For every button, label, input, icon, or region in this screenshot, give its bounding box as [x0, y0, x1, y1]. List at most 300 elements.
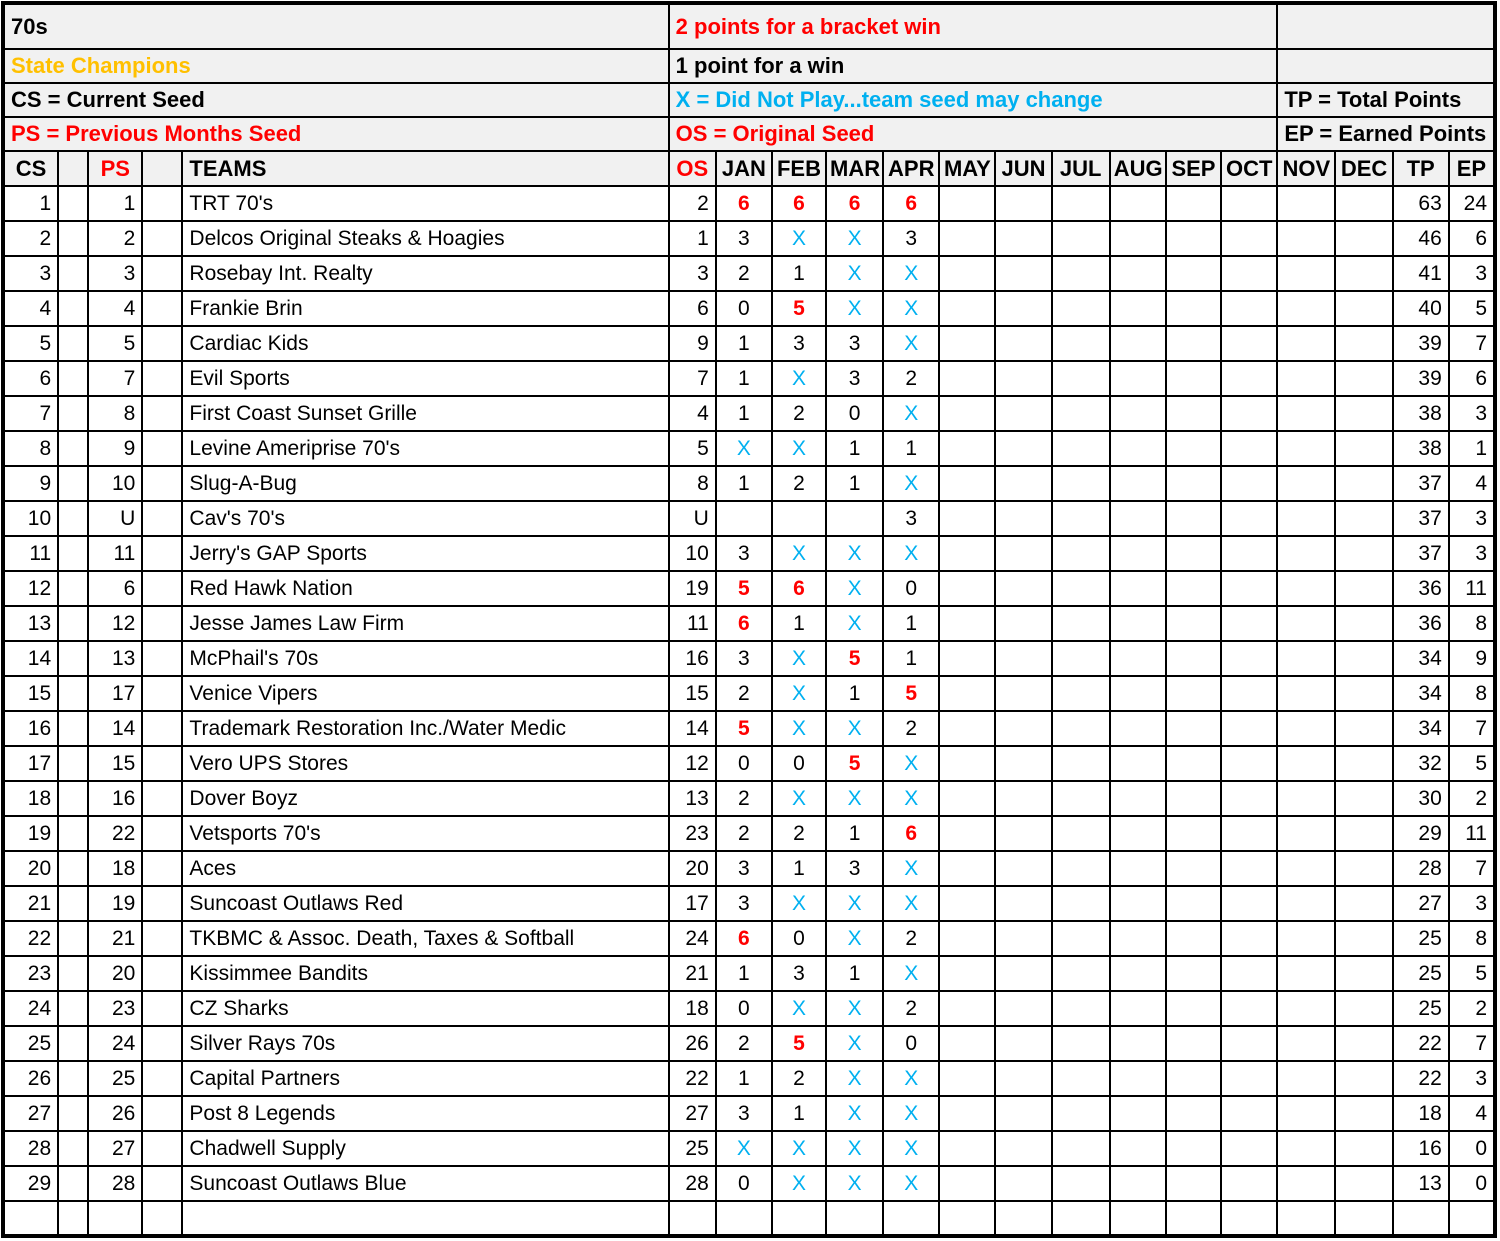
- cell-month-oct: [1221, 1026, 1277, 1061]
- cell-month-dec: [1335, 571, 1392, 606]
- cell-ep: 6: [1449, 221, 1495, 256]
- cell-month-may: [939, 466, 995, 501]
- cell-month-feb: [772, 501, 826, 536]
- cell-month-mar: X: [826, 571, 883, 606]
- header-row-4: [3, 117, 1495, 151]
- cell-month-dec: [1335, 256, 1392, 291]
- cell-month-sep: [1166, 641, 1221, 676]
- cell-tp: 41: [1393, 256, 1449, 291]
- legend-bracket-win: 2 points for a bracket win: [669, 3, 1278, 49]
- cell-month-apr: X: [883, 291, 939, 326]
- cell-ps: 1: [88, 186, 142, 221]
- cell-month-oct: [1221, 221, 1277, 256]
- cell-month-may: [939, 326, 995, 361]
- cell-month-apr: [883, 1201, 939, 1236]
- cell-month-may: [939, 1061, 995, 1096]
- cell-month-mar: 1: [826, 816, 883, 851]
- cell-tp: 39: [1393, 326, 1449, 361]
- cell-month-sep: [1166, 851, 1221, 886]
- cell-team: Silver Rays 70s: [182, 1026, 668, 1061]
- cell-month-mar: X: [826, 921, 883, 956]
- cell-month-sep: [1166, 1166, 1221, 1201]
- cell-tp: 37: [1393, 501, 1449, 536]
- cell-month-nov: [1277, 466, 1335, 501]
- cell-ep: 7: [1449, 711, 1495, 746]
- cell-month-nov: [1277, 816, 1335, 851]
- cell-month-nov: [1277, 886, 1335, 921]
- cell-month-jul: [1052, 501, 1110, 536]
- cell-month-jun: [995, 466, 1051, 501]
- cell-month-aug: [1110, 956, 1166, 991]
- standings-row: [3, 396, 1495, 431]
- cell-month-jun: [995, 1201, 1051, 1236]
- cell-month-jul: [1052, 256, 1110, 291]
- cell-team: Frankie Brin: [182, 291, 668, 326]
- cell-month-feb: X: [772, 536, 826, 571]
- col-header-mar: MAR: [826, 151, 883, 186]
- cell-month-apr: X: [883, 326, 939, 361]
- cell-month-apr: X: [883, 886, 939, 921]
- cell-month-sep: [1166, 501, 1221, 536]
- cell-gap: [58, 816, 88, 851]
- cell-os: 12: [669, 746, 716, 781]
- cell-month-dec: [1335, 676, 1392, 711]
- cell-month-oct: [1221, 781, 1277, 816]
- cell-month-mar: 1: [826, 956, 883, 991]
- cell-month-nov: [1277, 956, 1335, 991]
- cell-month-oct: [1221, 851, 1277, 886]
- cell-month-apr: X: [883, 536, 939, 571]
- standings-row: [3, 361, 1495, 396]
- cell-month-may: [939, 606, 995, 641]
- cell-month-aug: [1110, 746, 1166, 781]
- cell-os: 15: [669, 676, 716, 711]
- cell-month-jan: 1: [716, 466, 772, 501]
- cell-ps: 3: [88, 256, 142, 291]
- cell-gap: [58, 851, 88, 886]
- cell-month-jun: [995, 1061, 1051, 1096]
- cell-ep: 3: [1449, 536, 1495, 571]
- cell-ps: 26: [88, 1096, 142, 1131]
- col-header-sep: SEP: [1166, 151, 1221, 186]
- cell-month-sep: [1166, 291, 1221, 326]
- cell-cs: 24: [3, 991, 58, 1026]
- cell-month-dec: [1335, 326, 1392, 361]
- standings-row: [3, 1166, 1495, 1201]
- standings-row: [3, 501, 1495, 536]
- standings-row: [3, 606, 1495, 641]
- cell-month-mar: X: [826, 1061, 883, 1096]
- cell-month-feb: 1: [772, 851, 826, 886]
- cell-month-may: [939, 361, 995, 396]
- standings-row: [3, 1061, 1495, 1096]
- cell-month-feb: 6: [772, 571, 826, 606]
- cell-month-jan: 1: [716, 956, 772, 991]
- cell-month-apr: X: [883, 1061, 939, 1096]
- cell-month-may: [939, 921, 995, 956]
- cell-team: Cav's 70's: [182, 501, 668, 536]
- col-header-jun: JUN: [995, 151, 1051, 186]
- cell-month-dec: [1335, 816, 1392, 851]
- cell-tp: 46: [1393, 221, 1449, 256]
- cell-month-oct: [1221, 1201, 1277, 1236]
- cell-gap: [58, 291, 88, 326]
- cell-cs: 4: [3, 291, 58, 326]
- cell-month-sep: [1166, 1026, 1221, 1061]
- cell-month-may: [939, 186, 995, 221]
- cell-os: 9: [669, 326, 716, 361]
- cell-ep: 5: [1449, 291, 1495, 326]
- cell-month-oct: [1221, 361, 1277, 396]
- cell-gap: [142, 291, 182, 326]
- cell-tp: 32: [1393, 746, 1449, 781]
- cell-os: 10: [669, 536, 716, 571]
- cell-month-nov: [1277, 851, 1335, 886]
- cell-month-jan: 6: [716, 606, 772, 641]
- cell-ps: 18: [88, 851, 142, 886]
- cell-cs: 27: [3, 1096, 58, 1131]
- cell-month-jan: 3: [716, 536, 772, 571]
- cell-month-jan: 1: [716, 396, 772, 431]
- cell-os: 22: [669, 1061, 716, 1096]
- cell-cs: 1: [3, 186, 58, 221]
- cell-month-jul: [1052, 326, 1110, 361]
- cell-ep: 4: [1449, 1096, 1495, 1131]
- cell-month-nov: [1277, 361, 1335, 396]
- cell-month-aug: [1110, 431, 1166, 466]
- cell-gap: [142, 361, 182, 396]
- cell-tp: 34: [1393, 711, 1449, 746]
- cell-month-jun: [995, 746, 1051, 781]
- cell-ep: 3: [1449, 1061, 1495, 1096]
- cell-month-jul: [1052, 1131, 1110, 1166]
- cell-month-may: [939, 256, 995, 291]
- col-header-tp: TP: [1393, 151, 1449, 186]
- cell-ps: 20: [88, 956, 142, 991]
- cell-team: Red Hawk Nation: [182, 571, 668, 606]
- cell-ep: 7: [1449, 851, 1495, 886]
- cell-month-nov: [1277, 536, 1335, 571]
- cell-month-jan: 3: [716, 1096, 772, 1131]
- cell-ep: [1449, 1201, 1495, 1236]
- cell-month-nov: [1277, 501, 1335, 536]
- cell-month-dec: [1335, 186, 1392, 221]
- cell-month-nov: [1277, 711, 1335, 746]
- cell-os: 27: [669, 1096, 716, 1131]
- cell-month-nov: [1277, 1096, 1335, 1131]
- cell-month-sep: [1166, 431, 1221, 466]
- cell-month-apr: X: [883, 781, 939, 816]
- cell-os: 11: [669, 606, 716, 641]
- cell-month-feb: X: [772, 361, 826, 396]
- cell-month-jul: [1052, 291, 1110, 326]
- cell-ep: 3: [1449, 501, 1495, 536]
- cell-month-oct: [1221, 396, 1277, 431]
- cell-gap: [58, 221, 88, 256]
- cell-gap: [58, 991, 88, 1026]
- cell-team: Suncoast Outlaws Blue: [182, 1166, 668, 1201]
- cell-os: 17: [669, 886, 716, 921]
- cell-month-nov: [1277, 746, 1335, 781]
- cell-month-mar: 3: [826, 326, 883, 361]
- cell-month-dec: [1335, 431, 1392, 466]
- cell-month-feb: X: [772, 991, 826, 1026]
- cell-month-jun: [995, 851, 1051, 886]
- cell-month-mar: X: [826, 291, 883, 326]
- cell-month-may: [939, 956, 995, 991]
- cell-month-jul: [1052, 571, 1110, 606]
- cell-ps: 23: [88, 991, 142, 1026]
- cell-team: Kissimmee Bandits: [182, 956, 668, 991]
- cell-month-mar: 6: [826, 186, 883, 221]
- cell-team: Venice Vipers: [182, 676, 668, 711]
- cell-cs: 15: [3, 676, 58, 711]
- cell-month-apr: 1: [883, 606, 939, 641]
- cell-month-aug: [1110, 816, 1166, 851]
- cell-month-oct: [1221, 676, 1277, 711]
- cell-month-jun: [995, 361, 1051, 396]
- cell-month-jul: [1052, 1201, 1110, 1236]
- cell-month-feb: 3: [772, 956, 826, 991]
- cell-gap: [142, 1026, 182, 1061]
- cell-ps: 15: [88, 746, 142, 781]
- cell-ep: 11: [1449, 816, 1495, 851]
- cell-gap: [58, 326, 88, 361]
- cell-tp: 38: [1393, 431, 1449, 466]
- standings-row: [3, 256, 1495, 291]
- cell-gap: [58, 886, 88, 921]
- col-header-apr: APR: [883, 151, 939, 186]
- cell-month-dec: [1335, 606, 1392, 641]
- cell-ps: 13: [88, 641, 142, 676]
- cell-month-jun: [995, 291, 1051, 326]
- cell-cs: 7: [3, 396, 58, 431]
- cell-month-may: [939, 676, 995, 711]
- cell-ps: U: [88, 501, 142, 536]
- cell-tp: 13: [1393, 1166, 1449, 1201]
- cell-ps: 14: [88, 711, 142, 746]
- cell-month-jun: [995, 396, 1051, 431]
- cell-month-may: [939, 571, 995, 606]
- cell-month-may: [939, 851, 995, 886]
- cell-team: Capital Partners: [182, 1061, 668, 1096]
- cell-ep: 2: [1449, 991, 1495, 1026]
- cell-month-feb: 1: [772, 606, 826, 641]
- cell-month-sep: [1166, 606, 1221, 641]
- cell-ps: 6: [88, 571, 142, 606]
- cell-month-apr: X: [883, 256, 939, 291]
- cell-month-jul: [1052, 711, 1110, 746]
- cell-month-aug: [1110, 921, 1166, 956]
- cell-cs: 28: [3, 1131, 58, 1166]
- cell-month-jun: [995, 536, 1051, 571]
- cell-team: Vetsports 70's: [182, 816, 668, 851]
- cell-month-sep: [1166, 921, 1221, 956]
- cell-gap: [142, 641, 182, 676]
- cell-cs: 14: [3, 641, 58, 676]
- cell-gap: [142, 501, 182, 536]
- cell-month-dec: [1335, 396, 1392, 431]
- cell-month-apr: 3: [883, 501, 939, 536]
- cell-month-sep: [1166, 1061, 1221, 1096]
- cell-month-jul: [1052, 886, 1110, 921]
- cell-month-apr: X: [883, 1131, 939, 1166]
- cell-tp: 39: [1393, 361, 1449, 396]
- cell-ps: 2: [88, 221, 142, 256]
- cell-month-may: [939, 1201, 995, 1236]
- cell-month-apr: X: [883, 851, 939, 886]
- cell-month-mar: X: [826, 1166, 883, 1201]
- cell-month-oct: [1221, 956, 1277, 991]
- cell-os: 24: [669, 921, 716, 956]
- cell-month-dec: [1335, 921, 1392, 956]
- cell-tp: 34: [1393, 641, 1449, 676]
- standings-row: [3, 641, 1495, 676]
- cell-month-sep: [1166, 466, 1221, 501]
- cell-month-mar: X: [826, 991, 883, 1026]
- cell-month-nov: [1277, 1166, 1335, 1201]
- cell-gap: [58, 676, 88, 711]
- cell-month-jun: [995, 431, 1051, 466]
- cell-month-sep: [1166, 816, 1221, 851]
- cell-os: 23: [669, 816, 716, 851]
- cell-month-feb: X: [772, 676, 826, 711]
- cell-cs: 3: [3, 256, 58, 291]
- cell-month-jun: [995, 326, 1051, 361]
- header-row-3: [3, 83, 1495, 117]
- cell-month-aug: [1110, 396, 1166, 431]
- standings-row: [3, 956, 1495, 991]
- cell-month-may: [939, 1026, 995, 1061]
- cell-month-jul: [1052, 816, 1110, 851]
- cell-month-aug: [1110, 1026, 1166, 1061]
- cell-month-jan: [716, 501, 772, 536]
- cell-cs: 23: [3, 956, 58, 991]
- cell-os: 16: [669, 641, 716, 676]
- legend-original-seed: OS = Original Seed: [669, 117, 1278, 151]
- cell-month-oct: [1221, 501, 1277, 536]
- standings-row: [3, 466, 1495, 501]
- cell-month-nov: [1277, 641, 1335, 676]
- cell-os: U: [669, 501, 716, 536]
- standings-row: [3, 1096, 1495, 1131]
- cell-month-nov: [1277, 991, 1335, 1026]
- cell-month-aug: [1110, 291, 1166, 326]
- header-empty-cell-2: [1277, 49, 1495, 83]
- cell-month-sep: [1166, 396, 1221, 431]
- cell-os: 5: [669, 431, 716, 466]
- division-label: 70s: [3, 3, 669, 49]
- standings-row: [3, 326, 1495, 361]
- cell-ep: 5: [1449, 746, 1495, 781]
- cell-month-nov: [1277, 1061, 1335, 1096]
- cell-month-dec: [1335, 746, 1392, 781]
- cell-ps: 25: [88, 1061, 142, 1096]
- cell-os: 20: [669, 851, 716, 886]
- col-header-aug: AUG: [1110, 151, 1166, 186]
- cell-ep: 6: [1449, 361, 1495, 396]
- cell-cs: 22: [3, 921, 58, 956]
- cell-gap: [58, 431, 88, 466]
- cell-month-jan: [716, 1201, 772, 1236]
- cell-ps: 27: [88, 1131, 142, 1166]
- cell-month-apr: 1: [883, 431, 939, 466]
- cell-month-sep: [1166, 781, 1221, 816]
- cell-month-aug: [1110, 1131, 1166, 1166]
- cell-month-jan: 2: [716, 1026, 772, 1061]
- cell-month-aug: [1110, 256, 1166, 291]
- cell-month-jun: [995, 711, 1051, 746]
- cell-month-feb: 1: [772, 1096, 826, 1131]
- cell-cs: 5: [3, 326, 58, 361]
- cell-month-jan: 6: [716, 921, 772, 956]
- cell-month-oct: [1221, 326, 1277, 361]
- cell-ep: 3: [1449, 886, 1495, 921]
- cell-month-nov: [1277, 1131, 1335, 1166]
- cell-month-mar: 5: [826, 641, 883, 676]
- cell-tp: 36: [1393, 571, 1449, 606]
- cell-ps: 12: [88, 606, 142, 641]
- cell-month-sep: [1166, 536, 1221, 571]
- cell-gap: [142, 466, 182, 501]
- cell-cs: 6: [3, 361, 58, 396]
- cell-month-apr: 0: [883, 1026, 939, 1061]
- cell-month-jun: [995, 256, 1051, 291]
- cell-month-feb: X: [772, 1166, 826, 1201]
- cell-cs: 11: [3, 536, 58, 571]
- cell-month-jul: [1052, 676, 1110, 711]
- cell-tp: 36: [1393, 606, 1449, 641]
- cell-tp: 22: [1393, 1061, 1449, 1096]
- cell-team: Trademark Restoration Inc./Water Medic: [182, 711, 668, 746]
- cell-month-mar: 5: [826, 746, 883, 781]
- cell-month-jun: [995, 186, 1051, 221]
- cell-month-aug: [1110, 221, 1166, 256]
- cell-team: Delcos Original Steaks & Hoagies: [182, 221, 668, 256]
- standings-body: [3, 186, 1495, 1236]
- cell-month-jul: [1052, 466, 1110, 501]
- standings-row: [3, 921, 1495, 956]
- cell-month-aug: [1110, 501, 1166, 536]
- cell-month-jul: [1052, 361, 1110, 396]
- cell-cs: 17: [3, 746, 58, 781]
- cell-team: Evil Sports: [182, 361, 668, 396]
- cell-os: 13: [669, 781, 716, 816]
- cell-gap: [142, 991, 182, 1026]
- cell-month-mar: [826, 501, 883, 536]
- cell-month-oct: [1221, 816, 1277, 851]
- cell-os: 3: [669, 256, 716, 291]
- col-header-teams: TEAMS: [182, 151, 668, 186]
- cell-month-dec: [1335, 361, 1392, 396]
- cell-month-dec: [1335, 1131, 1392, 1166]
- cell-month-nov: [1277, 921, 1335, 956]
- cell-month-feb: 2: [772, 396, 826, 431]
- cell-month-oct: [1221, 1096, 1277, 1131]
- cell-month-jan: 1: [716, 326, 772, 361]
- cell-month-apr: X: [883, 396, 939, 431]
- cell-month-jan: 5: [716, 571, 772, 606]
- cell-gap: [142, 536, 182, 571]
- cell-month-dec: [1335, 466, 1392, 501]
- standings-row: [3, 781, 1495, 816]
- cell-team: CZ Sharks: [182, 991, 668, 1026]
- cell-month-jul: [1052, 921, 1110, 956]
- cell-tp: 25: [1393, 991, 1449, 1026]
- cell-cs: 26: [3, 1061, 58, 1096]
- cell-month-may: [939, 641, 995, 676]
- cell-month-sep: [1166, 676, 1221, 711]
